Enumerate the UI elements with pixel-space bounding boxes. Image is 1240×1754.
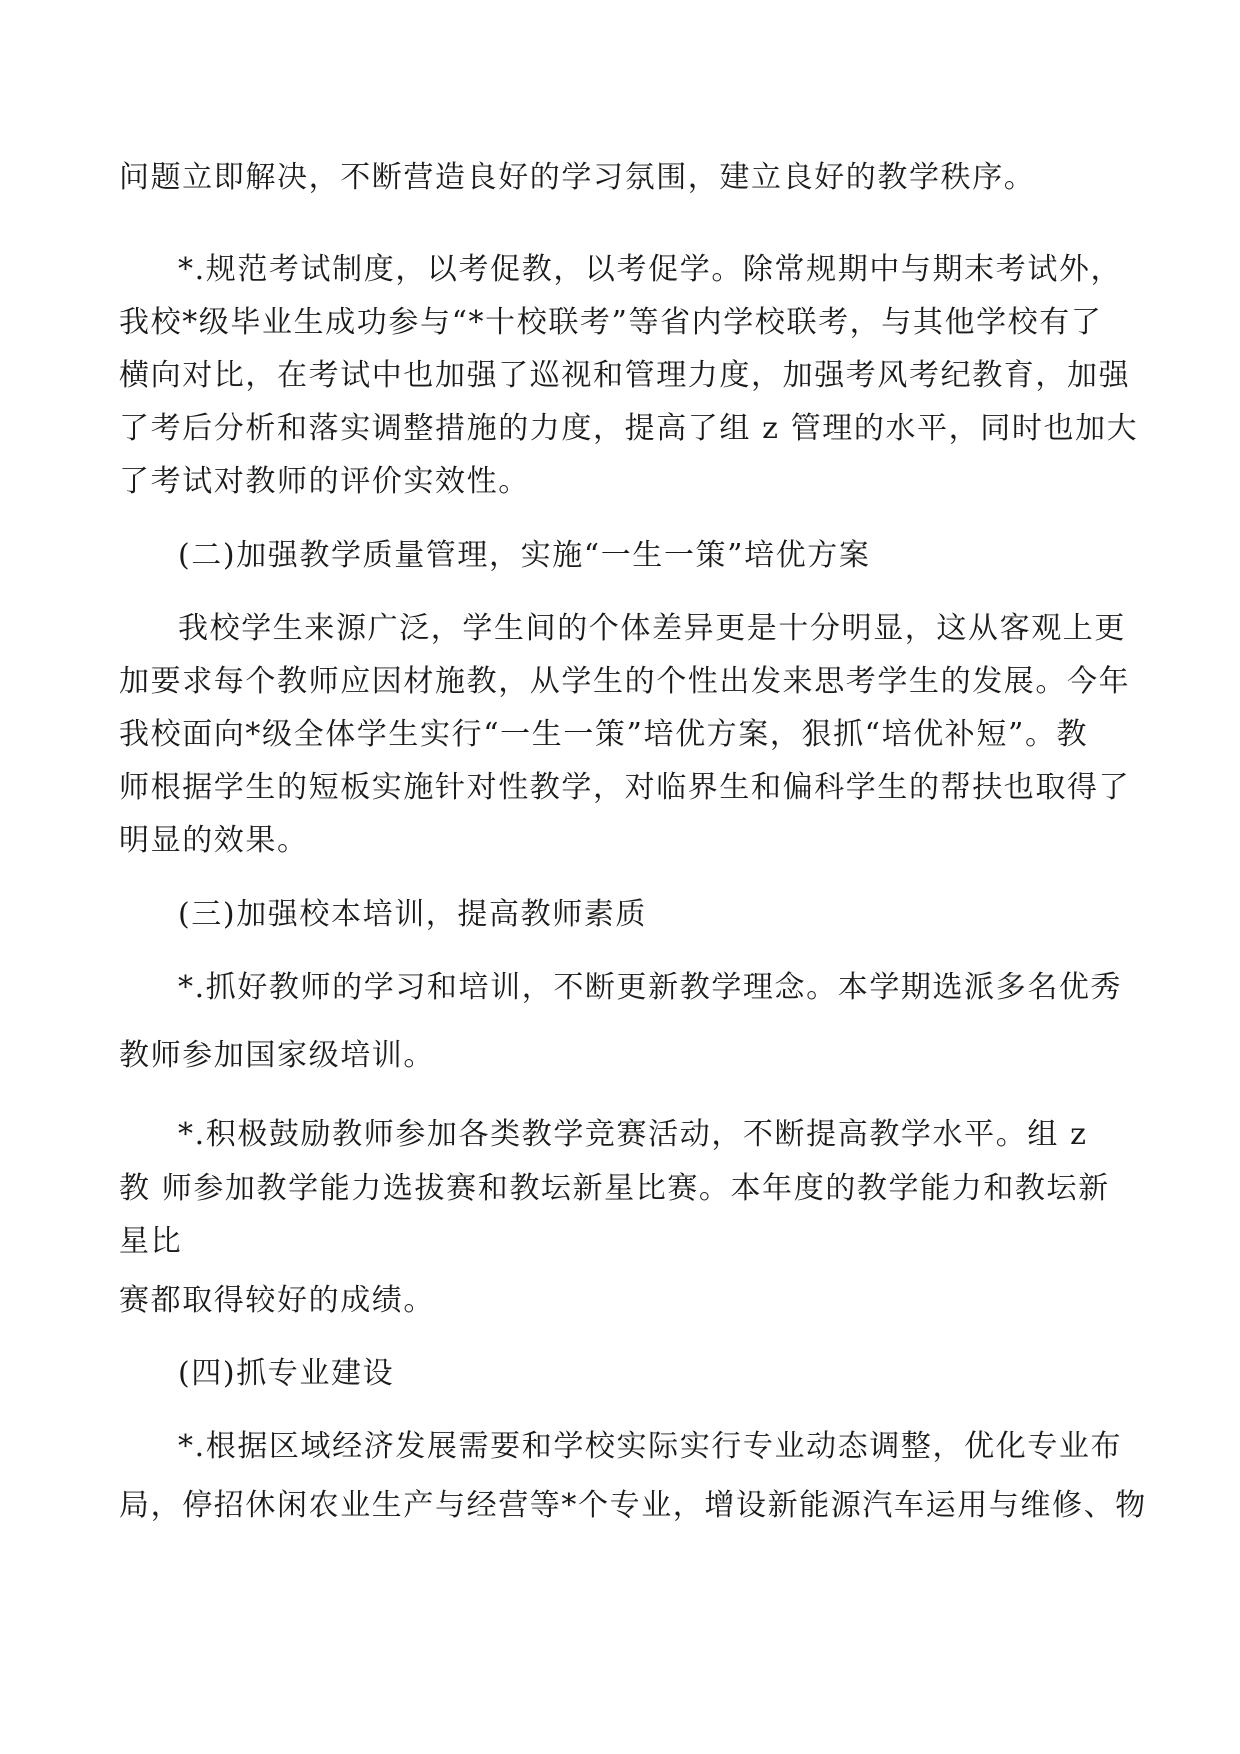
text-line: 横向对比，在考试中也加强了巡视和管理力度，加强考风考纪教育，加强 bbox=[119, 358, 1131, 393]
text-line: 赛都取得较好的成绩。 bbox=[119, 1283, 435, 1318]
text-line: 我校*级毕业生成功参与“*十校联考”等省内学校联考，与其他学校有了 bbox=[119, 305, 1103, 340]
text-line: 我校面向*级全体学生实行“一生一策”培优方案，狠抓“培优补短”。教 bbox=[119, 717, 1089, 752]
section-heading: (三)加强校本培训，提高教师素质 bbox=[178, 897, 648, 932]
text-line: 师根据学生的短板实施针对性教学，对临界生和偏科学生的帮扶也取得了 bbox=[119, 770, 1131, 805]
text-line: 了考试对教师的评价实效性。 bbox=[119, 464, 530, 499]
text-line: *.根据区域经济发展需要和学校实际实行专业动态调整，优化专业布 bbox=[178, 1429, 1123, 1464]
text-line: 教 师参加教学能力选拔赛和教坛新星比赛。本年度的教学能力和教坛新 bbox=[119, 1171, 1110, 1206]
section-heading: (四)抓专业建设 bbox=[178, 1356, 395, 1391]
text-line: *.积极鼓励教师参加各类教学竞赛活动，不断提高教学水平。组 z bbox=[178, 1117, 1088, 1152]
text-line: 了考后分析和落实调整措施的力度，提高了组 z 管理的水平，同时也加大 bbox=[119, 411, 1139, 446]
text-line: 星比 bbox=[119, 1224, 183, 1259]
text-line: 教师参加国家级培训。 bbox=[119, 1038, 435, 1073]
text-line: *.规范考试制度，以考促教，以考促学。除常规期中与期末考试外， bbox=[178, 252, 1123, 287]
text-line: 局，停招休闲农业生产与经营等*个专业，增设新能源汽车运用与维修、物 bbox=[119, 1488, 1147, 1523]
text-line: 明显的效果。 bbox=[119, 823, 309, 858]
text-line: 加要求每个教师应因材施教，从学生的个性出发来思考学生的发展。今年 bbox=[119, 664, 1131, 699]
text-line: 问题立即解决，不断营造良好的学习氛围，建立良好的教学秩序。 bbox=[119, 160, 1036, 195]
text-line: 我校学生来源广泛，学生间的个体差异更是十分明显，这从客观上更 bbox=[178, 611, 1126, 646]
section-heading: (二)加强教学质量管理，实施“一生一策”培优方案 bbox=[178, 538, 871, 573]
text-line: *.抓好教师的学习和培训，不断更新教学理念。本学期选派多名优秀 bbox=[178, 970, 1123, 1005]
